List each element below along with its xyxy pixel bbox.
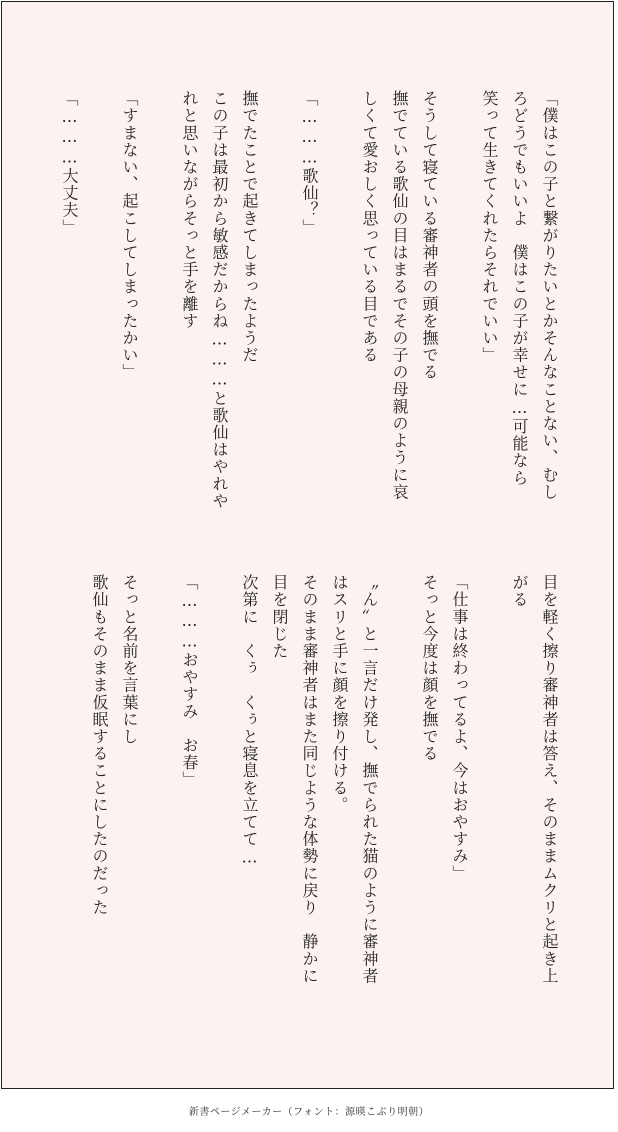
manuscript-page <box>1 1 614 1089</box>
text-line: そっと名前を言葉にし <box>120 574 139 745</box>
text-line: 笑って生きてくれたらそれでいい」 <box>480 90 499 364</box>
text-line: ろどうでもいいよ 僕はこの子が幸せに…可能なら <box>510 90 529 487</box>
text-line: そっと今度は顔を撫でる <box>420 574 439 763</box>
text-line: 目を軽く擦り審神者は答え、そのままムクリと起き上 <box>540 574 559 985</box>
text-line <box>444 90 474 610</box>
text-line: 「すまない、起こしてしまったかい」 <box>120 90 139 381</box>
footer-credit: 新書ページメーカー（フォント：源暎こぶり明朝） <box>188 1107 430 1118</box>
text-line: 撫でたことで起きてしまったようだ <box>240 90 259 364</box>
text-line: この子は最初から敏感だからね………と歌仙はやれや <box>210 90 229 510</box>
text-line: 撫でている歌仙の目はまるでその子の母親のように哀 <box>390 90 409 501</box>
text-line: 「………歌仙？」 <box>300 90 319 236</box>
text-line: 「………大丈夫」 <box>60 90 79 236</box>
upper-text-block <box>2 90 613 610</box>
text-line <box>384 574 414 1094</box>
text-line: 「………おやすみ お春」 <box>180 574 199 789</box>
text-line: そうして寝ている審神者の頭を撫でる <box>420 90 439 381</box>
text-line: れと思いながらそっと手を離す <box>180 90 199 330</box>
text-line <box>144 574 174 1094</box>
text-line: しくて愛おしく思っている目である <box>360 90 379 364</box>
text-line <box>204 574 234 1094</box>
text-line: 「僕はこの子と繋がりたいとかそんなことない、むし <box>540 90 559 501</box>
lower-text-block <box>2 574 613 1094</box>
text-line: がる <box>510 574 529 609</box>
text-line: 〝ん〟と一言だけ発し、撫でられた猫のように審神者 <box>360 574 379 985</box>
text-line <box>474 574 504 1094</box>
text-line <box>144 90 174 610</box>
text-line <box>324 90 354 610</box>
text-line: 次第に くぅ くぅと寝息を立てて… <box>240 574 259 868</box>
text-line: 「仕事は終わってるよ、今はおやすみ」 <box>450 574 469 882</box>
text-line: 目を閉じた <box>270 574 289 660</box>
text-line: 歌仙もそのまま仮眠することにしたのだった <box>90 574 109 916</box>
text-line: はスリと手に顔を擦り付ける。 <box>330 574 349 814</box>
text-line: そのまま審神者はまた同じような体勢に戻り 静かに <box>300 574 319 985</box>
text-line <box>84 90 114 610</box>
text-line <box>264 90 294 610</box>
